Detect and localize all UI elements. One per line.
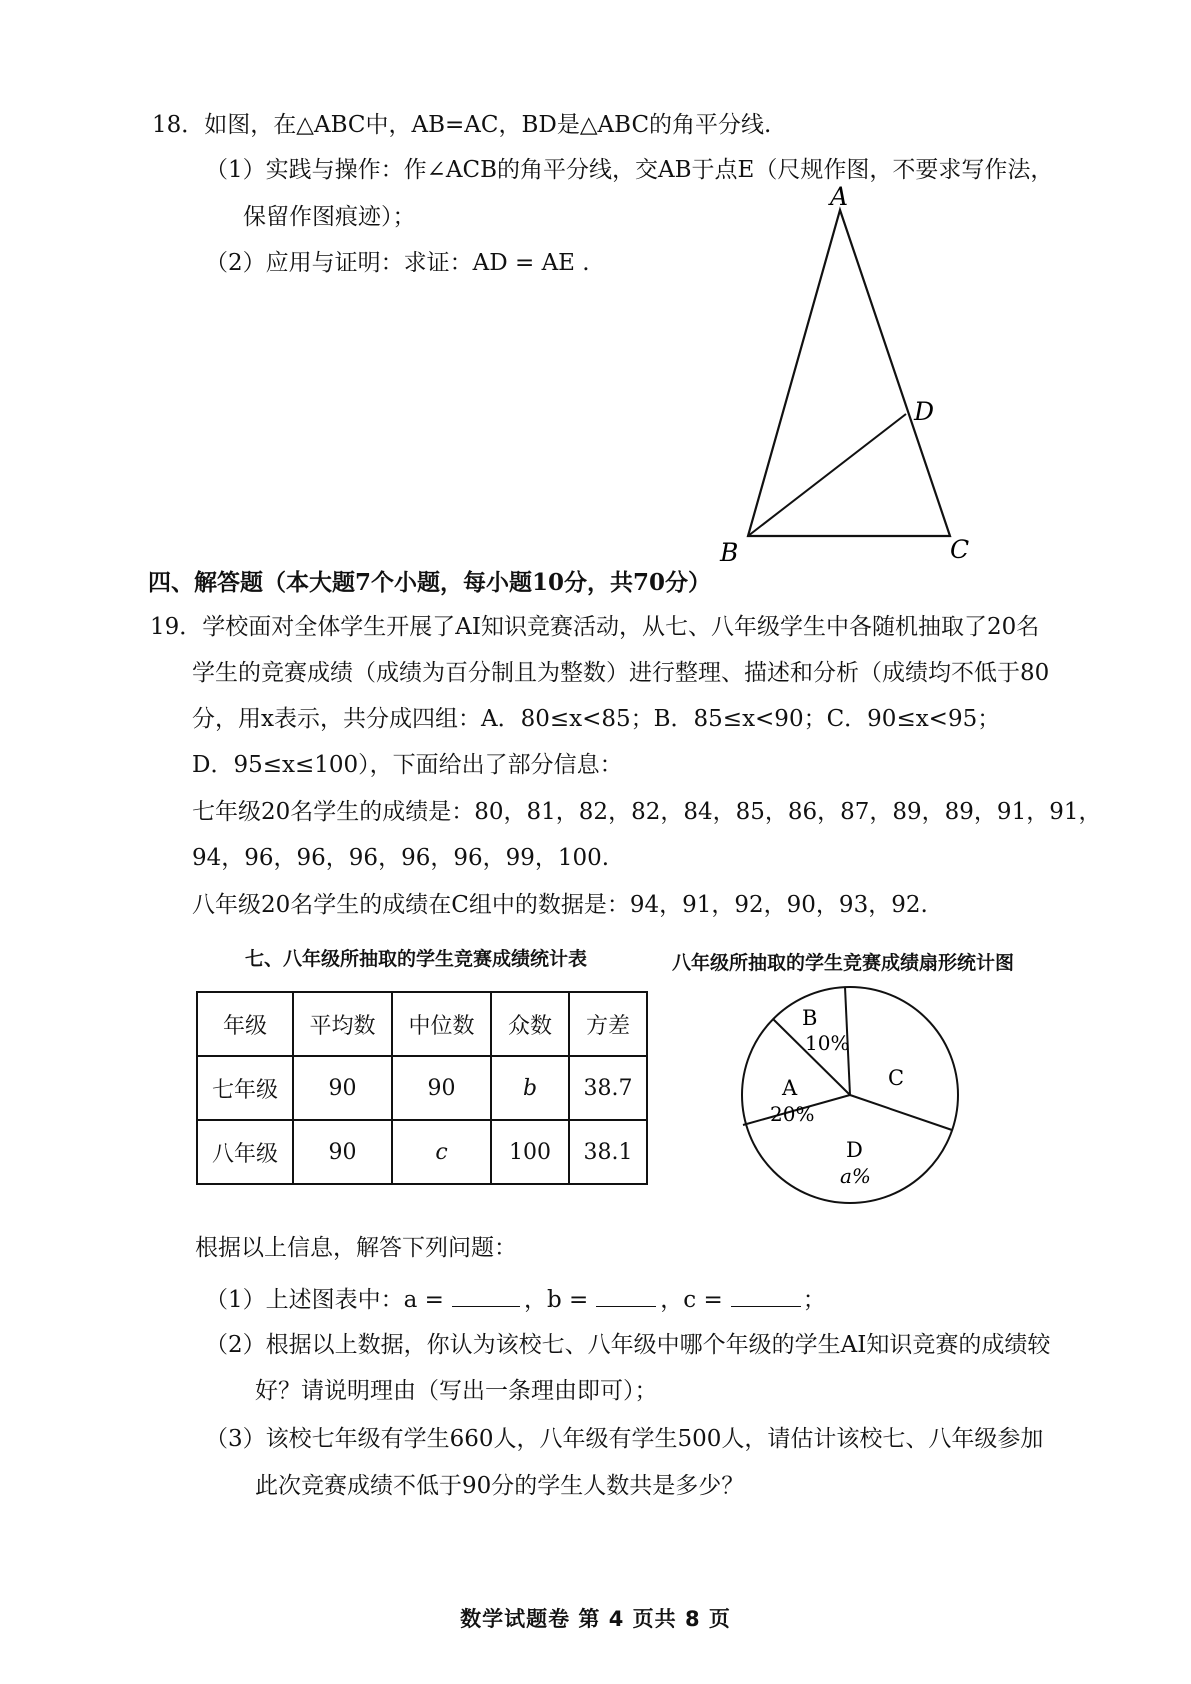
triangle-figure: [700, 180, 1000, 570]
pie-pct-a: 20%: [770, 1102, 815, 1126]
sub1-end: ；: [802, 1287, 826, 1313]
table-cell: 38.7: [569, 1056, 647, 1120]
q19-sub3-line1: （3）该校七年级有学生660人，八年级有学生500人，请估计该校七、八年级参加: [205, 1426, 1044, 1452]
table-cell: c: [392, 1120, 491, 1184]
page-footer: 数学试题卷 第 4 页共 8 页: [460, 1607, 731, 1631]
table-header-row: [197, 992, 647, 1056]
q19-sub3-line2: 此次竞赛成绩不低于90分的学生人数共是多少？: [255, 1473, 745, 1499]
pie-chart: [730, 975, 970, 1215]
triangle-abc: [748, 210, 950, 536]
q18-part1-line2: 保留作图痕迹）；: [243, 204, 416, 230]
table-header-cell: 年级: [197, 992, 293, 1056]
table-caption: 七、八年级所抽取的学生竞赛成绩统计表: [245, 948, 588, 970]
table-header-cell: 中位数: [392, 992, 491, 1056]
sub1-b-label: ，b =: [523, 1287, 589, 1313]
sub1-c-label: ，c =: [660, 1287, 723, 1313]
pie-pct-d: a%: [840, 1164, 871, 1188]
q18-stem: 18．如图，在△ABC中，AB=AC，BD是△ABC的角平分线.: [152, 112, 772, 138]
q18-part1-line1: （1）实践与操作：作∠ACB的角平分线，交AB于点E（尺规作图，不要求写作法，: [205, 157, 1054, 183]
q19-line: 学生的竞赛成绩（成绩为百分制且为整数）进行整理、描述和分析（成绩均不低于80: [192, 660, 1050, 686]
q19-line: 八年级20名学生的成绩在C组中的数据是：94，91，92，90，93，92.: [192, 892, 928, 918]
pie-label-a: A: [782, 1076, 798, 1100]
table-cell: 100: [491, 1120, 569, 1184]
q19-line: 94，96，96，96，96，96，99，100.: [192, 845, 610, 871]
q19-sub2-line1: （2）根据以上数据，你认为该校七、八年级中哪个年级的学生AI知识竞赛的成绩较: [205, 1332, 1051, 1358]
table-header-cell: 平均数: [293, 992, 392, 1056]
label-c: C: [950, 535, 970, 564]
label-b: B: [720, 538, 739, 567]
table-cell: 七年级: [197, 1056, 293, 1120]
table-cell: 90: [293, 1056, 392, 1120]
table-header-cell: 方差: [569, 992, 647, 1056]
label-a: A: [830, 182, 849, 211]
blank-b[interactable]: [596, 1282, 656, 1307]
q19-prompt: 根据以上信息，解答下列问题：: [195, 1235, 517, 1261]
table-row: [197, 1056, 647, 1120]
pie-divider-cd: [850, 1095, 952, 1130]
pie-label-c: C: [888, 1066, 905, 1090]
pie-caption: 八年级所抽取的学生竞赛成绩扇形统计图: [672, 952, 1015, 974]
table-cell: 八年级: [197, 1120, 293, 1184]
pie-pct-b: 10%: [805, 1031, 850, 1055]
table-cell: b: [491, 1056, 569, 1120]
pie-label-b: B: [802, 1006, 818, 1030]
section-heading: 四、解答题（本大题7个小题，每小题10分，共70分）: [148, 569, 712, 596]
q19-sub2-line2: 好？请说明理由（写出一条理由即可）；: [255, 1378, 658, 1404]
sub1-a-label: （1）上述图表中：a =: [205, 1287, 444, 1313]
bisector-bd: [748, 414, 906, 536]
table-cell: 90: [392, 1056, 491, 1120]
table-row: [197, 1120, 647, 1184]
label-d: D: [914, 397, 935, 426]
q19-line: 分，用x表示，共分成四组：A．80≤x<85；B．85≤x<90；C．90≤x<95；: [192, 706, 1001, 732]
blank-a[interactable]: [452, 1282, 520, 1307]
q18-part2: （2）应用与证明：求证：AD = AE .: [205, 250, 590, 276]
blank-c[interactable]: [731, 1282, 801, 1307]
q19-line: 19．学校面对全体学生开展了AI知识竞赛活动，从七、八年级学生中各随机抽取了20名: [150, 614, 1040, 640]
q19-sub1: [205, 1282, 826, 1315]
table-cell: 38.1: [569, 1120, 647, 1184]
stats-table: [196, 991, 648, 1185]
table-header-cell: 众数: [491, 992, 569, 1056]
q19-line: 七年级20名学生的成绩是：80，81，82，82，84，85，86，87，89，89，91，91，: [192, 799, 1102, 825]
table-cell: 90: [293, 1120, 392, 1184]
pie-label-d: D: [846, 1138, 863, 1162]
q19-line: D．95≤x≤100），下面给出了部分信息：: [192, 752, 623, 778]
